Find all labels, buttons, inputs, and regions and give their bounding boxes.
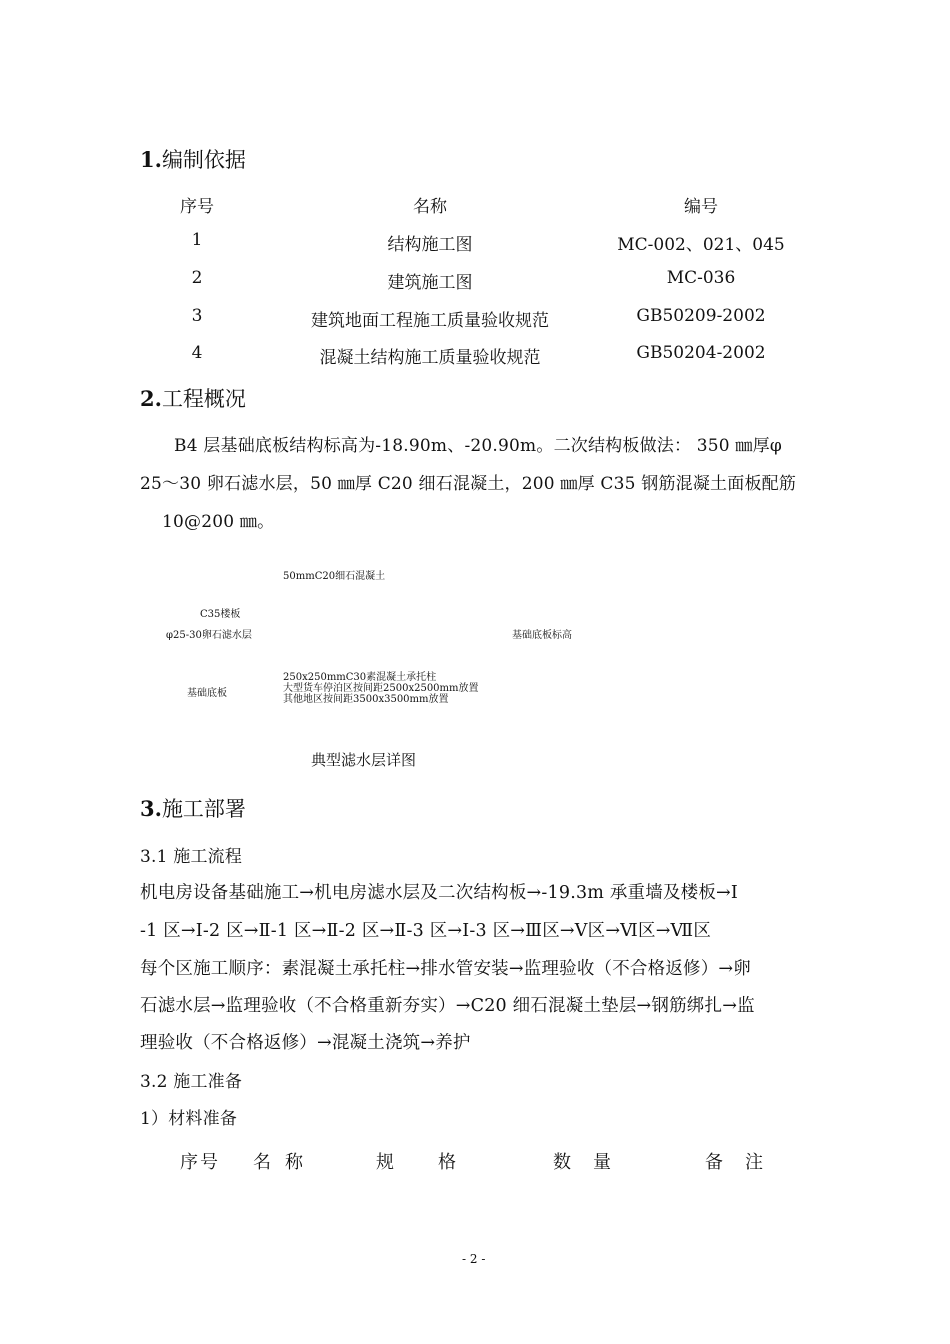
row-index: 2: [191, 268, 203, 288]
label-c35-slab: C35楼板: [200, 609, 241, 620]
section-3-title: 施工部署: [161, 797, 246, 821]
overview-line-2: 25～30 卵石滤水层，50 ㎜厚 C20 细石混凝土，200 ㎜厚 C35 钢筋混凝土面板配筋: [140, 474, 797, 494]
row-name: 建筑地面工程施工质量验收规范: [311, 311, 549, 331]
material-header-spec: 规格: [376, 1152, 500, 1173]
label-pillar-spec: 250x250mmC30素混凝土承托柱: [283, 672, 437, 683]
section-1-heading: [140, 144, 246, 174]
material-header-name: 名称: [253, 1152, 317, 1173]
flow-line-2: -1 区→Ⅰ-2 区→Ⅱ-1 区→Ⅱ-2 区→Ⅱ-3 区→Ⅰ-3 区→Ⅲ区→Ⅴ区→Ⅵ区→Ⅶ区: [140, 921, 712, 941]
row-name: 建筑施工图: [387, 273, 473, 293]
material-header-index: 序号: [180, 1152, 220, 1173]
flow-line-5: 理验收（不合格返修）→混凝土浇筑→养护: [140, 1033, 471, 1053]
row-index: 1: [191, 230, 203, 250]
material-prep-title: 1）材料准备: [140, 1109, 238, 1129]
row-code: GB50209-2002: [636, 306, 766, 326]
table-row: [0, 230, 950, 256]
label-pillar-truck-spacing: 大型货车停泊区按间距2500x2500mm放置: [283, 683, 479, 694]
section-3-number: 3.: [140, 796, 162, 821]
section-3-heading: [140, 793, 246, 823]
page-number: - 2 -: [462, 1252, 486, 1266]
flow-line-3: 每个区施工顺序：素混凝土承托柱→排水管安装→监理验收（不合格返修）→卵: [140, 959, 751, 979]
table-row: [0, 343, 950, 369]
row-name: 结构施工图: [387, 235, 473, 255]
material-header-quantity: 数量: [553, 1152, 633, 1173]
section-2-heading: [140, 383, 246, 413]
overview-line-1: B4 层基础底板结构标高为-18.90m、-20.90m。二次结构板做法： 350 ㎜厚φ: [174, 436, 782, 456]
label-pillar-other-spacing: 其他地区按间距3500x3500mm放置: [283, 694, 449, 705]
header-code: 编号: [684, 197, 718, 217]
overview-line-3: 10@200 ㎜。: [162, 512, 275, 532]
figure-caption: 典型滤水层详图: [311, 751, 417, 769]
flow-line-1: 机电房设备基础施工→机电房滤水层及二次结构板→-19.3m 承重墙及楼板→Ⅰ: [140, 883, 739, 903]
label-base-elevation: 基础底板标高: [512, 630, 572, 641]
subsection-3-1-title: 3.1 施工流程: [140, 847, 243, 867]
material-header-remark: 备注: [705, 1152, 785, 1173]
header-index: 序号: [180, 197, 214, 217]
reference-table-header: [0, 192, 950, 218]
row-index: 4: [191, 343, 203, 363]
label-c20-concrete: 50mmC20细石混凝土: [283, 571, 386, 582]
flow-line-4: 石滤水层→监理验收（不合格重新夯实）→C20 细石混凝土垫层→钢筋绑扎→监: [140, 996, 755, 1016]
section-1-title: 编制依据: [161, 148, 246, 172]
label-base-slab: 基础底板: [187, 688, 227, 699]
section-1-number: 1.: [140, 147, 162, 172]
table-row: [0, 306, 950, 332]
section-2-title: 工程概况: [161, 387, 246, 411]
section-2-number: 2.: [140, 386, 162, 411]
row-code: MC-036: [666, 268, 736, 288]
header-name: 名称: [413, 197, 447, 217]
row-name: 混凝土结构施工质量验收规范: [319, 348, 541, 368]
table-row: [0, 268, 950, 294]
row-index: 3: [191, 306, 203, 326]
row-code: MC-002、021、045: [617, 235, 785, 255]
label-gravel-layer: φ25-30卵石滤水层: [166, 630, 252, 641]
row-code: GB50204-2002: [636, 343, 766, 363]
subsection-3-2-title: 3.2 施工准备: [140, 1072, 243, 1092]
